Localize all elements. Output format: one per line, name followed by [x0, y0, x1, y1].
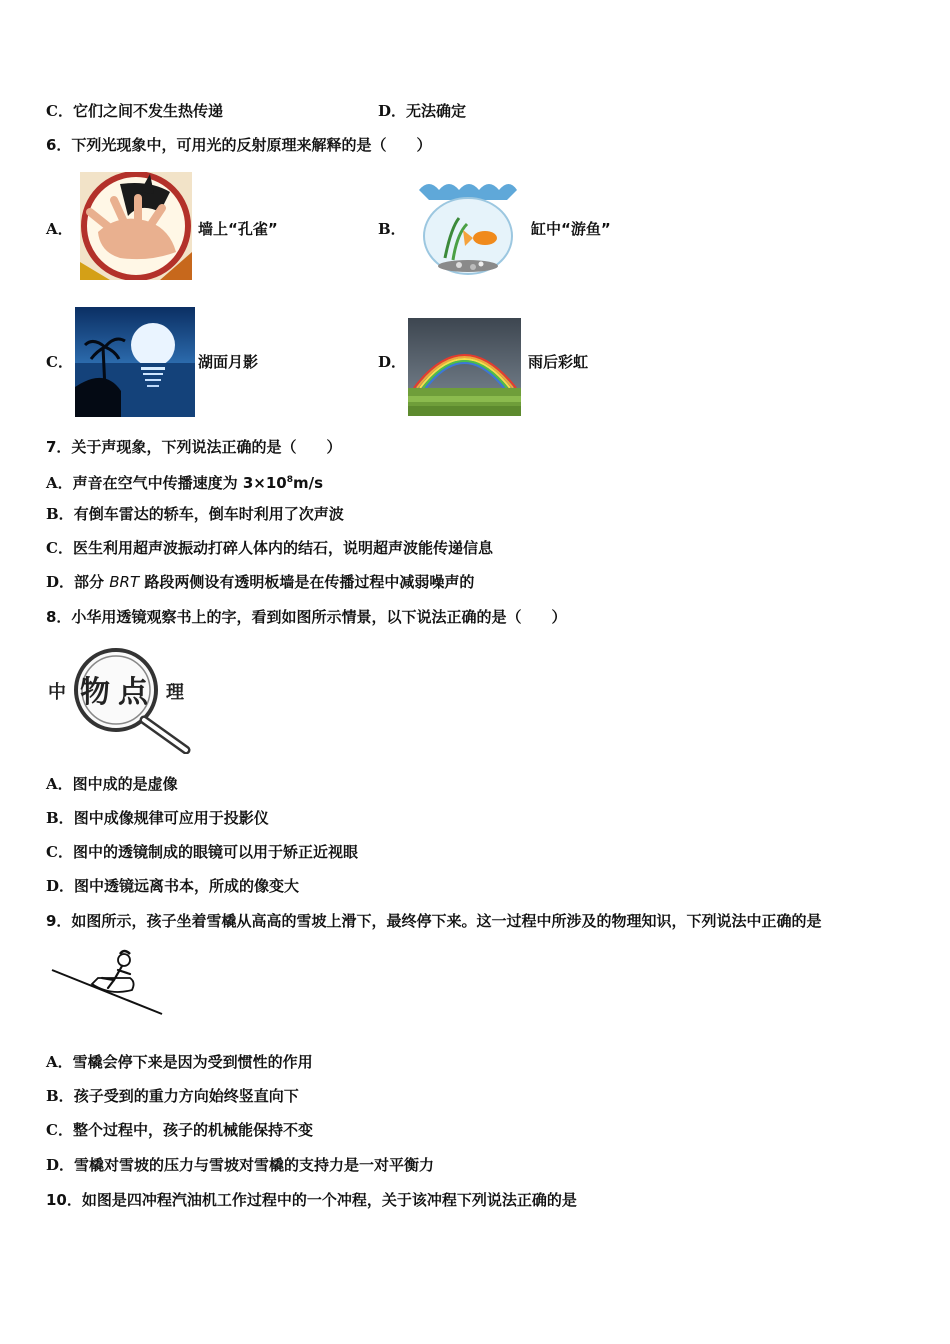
figure-char-left: 中	[48, 682, 66, 703]
q9-option-a	[46, 1052, 313, 1072]
q6-option-b-caption: 缸中“游鱼”	[531, 220, 611, 238]
option-letter: C．	[46, 539, 73, 557]
q6-stem: 6．下列光现象中，可用光的反射原理来解释的是（ ）	[46, 136, 432, 154]
q8-option-a	[46, 774, 178, 794]
q9-stem: 9．如图所示，孩子坐着雪橇从高高的雪坡上滑下，最终停下来。这一过程中所涉及的物理知识，下列说法中正确的是	[46, 912, 822, 930]
q6-option-d-letter: D．	[378, 353, 407, 371]
option-text: 有倒车雷达的轿车，倒车时利用了次声波	[73, 505, 344, 523]
q6-option-d-caption: 雨后彩虹	[528, 353, 589, 371]
option-letter: D．	[46, 573, 75, 591]
option-text-rest: 路段两侧设有透明板墙是在传播过程中减弱噪声的	[139, 573, 475, 591]
option-letter: B．	[46, 1087, 74, 1105]
q9-option-b	[46, 1086, 299, 1106]
option-text: 图中成像规律可应用于投影仪	[73, 809, 269, 827]
option-italic-term: BRT	[109, 573, 140, 591]
q8-stem: 8．小华用透镜观察书上的字，看到如图所示情景，以下说法正确的是（ ）	[46, 608, 567, 626]
option-letter: C．	[46, 843, 73, 861]
q8-option-b	[46, 808, 269, 828]
option-text: 图中透镜远离书本，所成的像变大	[74, 877, 300, 895]
option-letter: D．	[46, 1156, 75, 1174]
magnifier-figure	[48, 642, 198, 754]
q6-option-b-letter: B．	[378, 220, 406, 238]
option-exponent: 8	[286, 475, 294, 485]
option-letter: C．	[46, 102, 73, 120]
q9-option-c	[46, 1120, 313, 1140]
q9-option-d	[46, 1155, 434, 1175]
option-unit: m/s	[293, 474, 324, 492]
option-letter: A．	[46, 775, 73, 793]
option-letter: D．	[46, 877, 75, 895]
q7-option-a	[46, 470, 323, 493]
hand-shadow-peacock-image	[80, 172, 192, 280]
goldfish-bowl-image	[415, 178, 521, 280]
option-text: 声音在空气中传播速度为 3×10	[72, 474, 287, 492]
option-text: 部分	[74, 573, 110, 591]
q7-option-d	[46, 572, 474, 592]
option-text: 图中的透镜制成的眼镜可以用于矫正近视眼	[72, 843, 358, 861]
option-letter: C．	[46, 1121, 73, 1139]
option-text: 无法确定	[406, 102, 467, 120]
option-text: 图中成的是虚像	[72, 775, 178, 793]
q7-option-c	[46, 538, 493, 558]
q6-option-c-caption: 湖面月影	[198, 353, 259, 371]
q5-option-d	[378, 101, 466, 121]
option-text: 它们之间不发生热传递	[72, 102, 223, 120]
q6-option-c-letter: C．	[46, 353, 73, 371]
q6-option-a-letter: A．	[46, 220, 73, 238]
q7-option-b	[46, 504, 344, 524]
option-letter: A．	[46, 1053, 73, 1071]
q5-option-c	[46, 101, 223, 121]
option-letter: B．	[46, 809, 74, 827]
moon-reflection-lake-image	[75, 307, 195, 417]
option-text: 孩子受到的重力方向始终竖直向下	[73, 1087, 299, 1105]
option-text: 雪橇会停下来是因为受到惯性的作用	[72, 1053, 313, 1071]
option-text: 医生利用超声波振动打碎人体内的结石，说明超声波能传递信息	[72, 539, 493, 557]
q10-stem: 10．如图是四冲程汽油机工作过程中的一个冲程，关于该冲程下列说法正确的是	[46, 1191, 577, 1209]
q6-option-a-caption: 墙上“孔雀”	[198, 220, 278, 238]
q7-stem: 7．关于声现象，下列说法正确的是（ ）	[46, 438, 342, 456]
figure-char-right: 理	[166, 682, 184, 703]
option-letter: D．	[378, 102, 407, 120]
option-letter: A．	[46, 474, 73, 492]
option-text: 整个过程中，孩子的机械能保持不变	[72, 1121, 313, 1139]
q8-option-d	[46, 876, 299, 896]
q8-option-c	[46, 842, 358, 862]
figure-char-magnified: 物	[80, 675, 110, 710]
option-letter: B．	[46, 505, 74, 523]
sled-on-slope-figure	[50, 948, 165, 1018]
option-text: 雪橇对雪坡的压力与雪坡对雪橇的支持力是一对平衡力	[74, 1156, 435, 1174]
rainbow-after-rain-image	[408, 318, 521, 416]
figure-char-magnified-2: 点	[118, 675, 148, 710]
